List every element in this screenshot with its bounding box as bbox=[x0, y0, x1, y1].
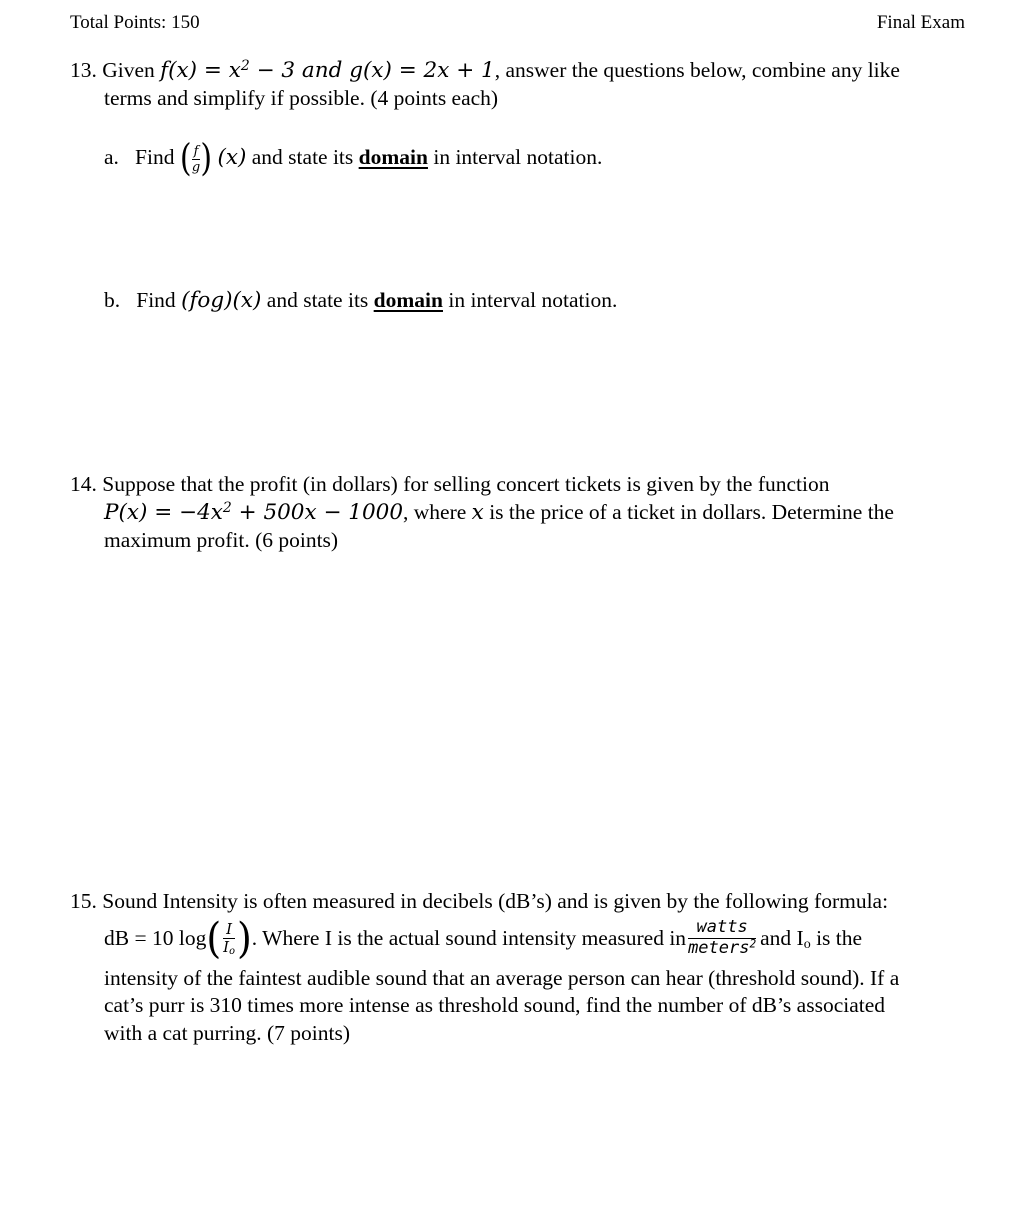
q13a-frac-num: f bbox=[193, 143, 199, 159]
q15-frac-num: I bbox=[223, 922, 235, 939]
q13-number: 13. bbox=[70, 58, 97, 82]
q15-units-fraction bbox=[688, 919, 756, 957]
q15-frac-den: $I_o$ bbox=[223, 937, 235, 957]
q14-line2-mid: , where bbox=[403, 500, 472, 524]
q13b-text-pre: and state its bbox=[261, 288, 374, 312]
q13a-label: a. bbox=[104, 145, 119, 169]
q15-unit-num: watts bbox=[688, 919, 756, 939]
q13a: a. Find ( $\frac{f}{g}$ ) (x) and state its domain in interval notation. bbox=[104, 136, 603, 181]
q14-line2-tail: is the price of a ticket in dollars. Determine the bbox=[483, 500, 894, 524]
q15-line4: cat’s purr is 310 times more intense as threshold sound, find the number of dB’s associated bbox=[104, 993, 886, 1017]
q15-line1-text: Sound Intensity is often measured in decibels (dB’s) and is given by the following formula: bbox=[102, 889, 889, 913]
q13a-var: (x) bbox=[217, 145, 247, 170]
q15-line1 bbox=[70, 887, 888, 915]
q14-p-definition: $P(x) = -4x^2 + 500x - 1000$ bbox=[104, 500, 404, 525]
q13a-text-post: in interval notation. bbox=[427, 145, 603, 169]
q14-line3: maximum profit. (6 points) bbox=[104, 528, 339, 552]
q13b-domain: domain bbox=[373, 288, 443, 312]
q15-line5: with a cat purring. (7 points) bbox=[104, 1021, 351, 1045]
q13-line1-tail: , answer the questions below, combine any like bbox=[494, 58, 900, 82]
q13a-domain: domain bbox=[358, 145, 428, 169]
q15-formula-pre: dB = 10 log bbox=[104, 926, 207, 950]
q15-line2-tail: and $I_o$ is the bbox=[760, 926, 863, 952]
q15-line3: intensity of the faintest audible sound that an average person can hear (threshold sound). If a bbox=[104, 966, 900, 990]
q13a-text-pre: and state its bbox=[246, 145, 359, 169]
q14-line2 bbox=[104, 498, 894, 527]
q13b bbox=[104, 286, 617, 315]
q13-given: Given bbox=[102, 58, 155, 82]
q13a-find: Find bbox=[135, 145, 175, 169]
q13a-fraction bbox=[192, 145, 201, 174]
total-points: Total Points: 150 bbox=[70, 12, 200, 33]
q13b-text-post: in interval notation. bbox=[442, 288, 618, 312]
q13-line1 bbox=[70, 56, 900, 85]
q13-f-definition: $f(x) = x^2 - 3$ and g(x) = 2x + 1 bbox=[160, 58, 495, 83]
q13b-expr: (fog)(x) bbox=[181, 288, 262, 313]
q14-line1 bbox=[70, 470, 830, 498]
q14-line1-text: Suppose that the profit (in dollars) for selling concert tickets is given by the function bbox=[102, 472, 830, 496]
q15-unit-den: meters$^2$ bbox=[688, 937, 757, 958]
q15-after-formula: . Where I is the actual sound intensity measured in bbox=[251, 926, 687, 950]
q14-x: x bbox=[471, 500, 484, 525]
q13b-find: Find bbox=[136, 288, 176, 312]
q15-fraction bbox=[223, 919, 235, 957]
q14-number: 14. bbox=[70, 472, 97, 496]
q13a-frac-den: g bbox=[191, 159, 201, 175]
q15-line2: dB = 10 log ( $\frac{I}{I_o}$ ) . Where I is the actual sound intensity measured in $\frac{\text{watts}}{meters^2}$ and $I_o$ is the bbox=[104, 913, 863, 963]
q13b-label: b. bbox=[104, 288, 121, 312]
exam-title: Final Exam bbox=[876, 12, 965, 33]
q13-line2: terms and simplify if possible. (4 points each) bbox=[104, 86, 499, 110]
q15-number: 15. bbox=[70, 889, 97, 913]
